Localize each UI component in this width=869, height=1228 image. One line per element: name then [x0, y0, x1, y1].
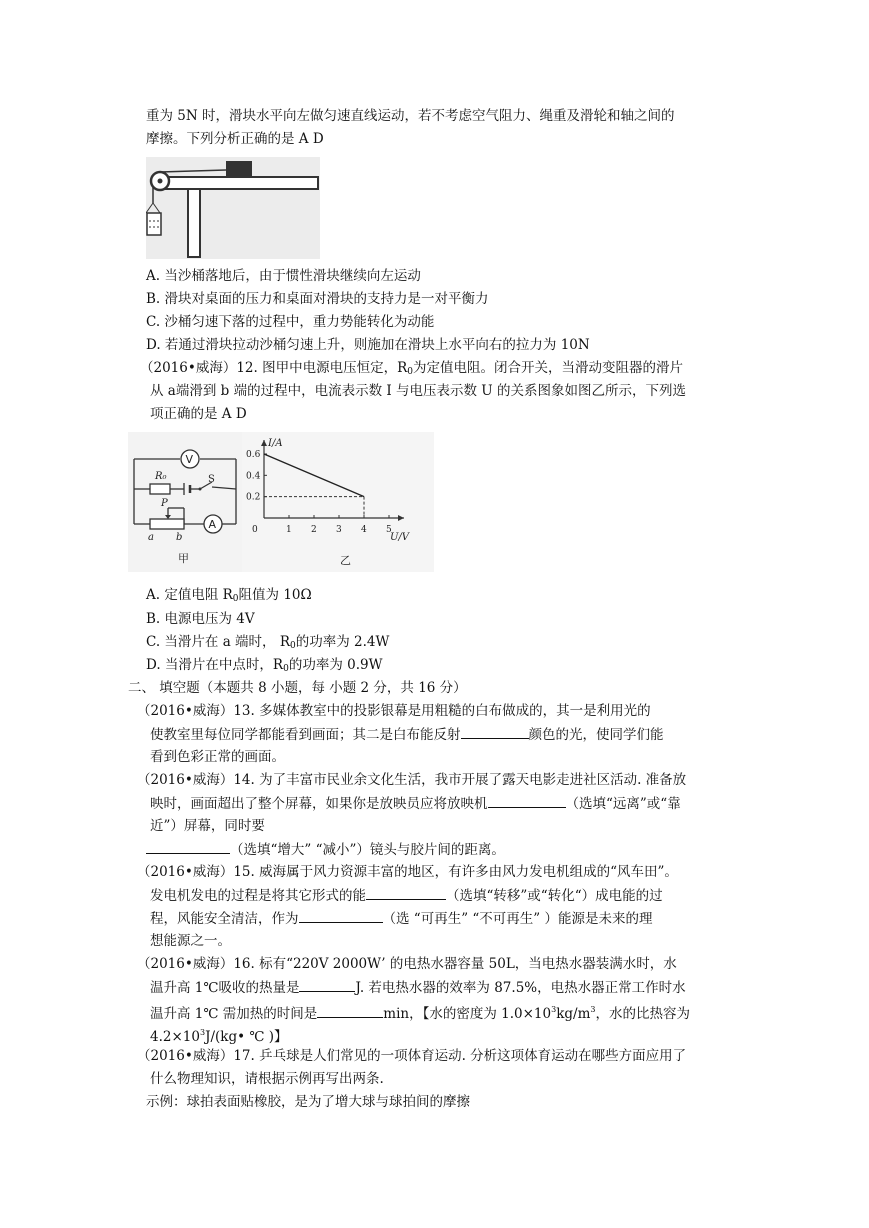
y-tick-label: 0.6 — [246, 450, 261, 460]
q17-line1: （2016•威海）17. 乒乓球是人们常见的一项体育运动. 分析这项体育运动在哪些方面应用了 — [137, 1048, 687, 1064]
q15-line2: 发电机发电的过程是将其它形式的能 （选填“转移”或“转化“）成电能的过 — [150, 885, 663, 906]
section2-title: 二、 填空题（本题共 8 小题，每 小题 2 分，共 16 分） — [128, 680, 467, 696]
pulley-slider-figure — [146, 157, 320, 259]
x-tick-label: 5 — [386, 525, 392, 535]
q13-blank[interactable] — [461, 724, 529, 739]
q15-line3: 程，风能安全清洁，作为 （选 “可再生” “不可再生” ）能源是未来的理 — [150, 908, 652, 929]
end-a-label: a — [148, 532, 154, 543]
q14-line3: 近”）屏幕，同时要 — [150, 818, 265, 834]
q11-stem-line2: 摩擦。下列分析正确的是 A D — [146, 131, 324, 147]
q13-line1: （2016•威海）13. 多媒体教室中的投影银幕是用粗糙的白布做成的，其一是利用光的 — [137, 703, 651, 719]
x-tick-label: 0 — [252, 525, 258, 535]
x-tick-label: 1 — [286, 525, 292, 535]
q13-line2: 使教室里每位同学都能看到画面；其二是白布能反射 颜色的光，使同学们能 — [150, 724, 664, 745]
iu-graph — [242, 432, 434, 572]
end-b-label: b — [176, 532, 183, 543]
q11-option-d: D. 若通过滑块拉动沙桶匀速上升，则施加在滑块上水平向右的拉力为 10N — [146, 337, 590, 353]
q15-blank-2[interactable] — [299, 908, 383, 923]
voltmeter-label: V — [185, 453, 194, 466]
q14-blank-2[interactable] — [146, 839, 230, 854]
q14-line2: 映时，画面超出了整个屏幕，如果你是放映员应将放映机 （选填“远离”或“靠 — [150, 793, 681, 814]
q16-line1: （2016•威海）16. 标有“220V 2000W’ 的电热水器容量 50L，当电热水器装满水时，水 — [137, 956, 677, 972]
q13-line3: 看到色彩正常的画面。 — [150, 749, 285, 765]
switch-label: S — [208, 474, 215, 485]
x-axis-label: U/V — [390, 532, 410, 543]
q16-blank-1[interactable] — [299, 977, 355, 992]
q12-option-d: D. 当滑片在中点时，$R_0$的功率为 0.9W — [146, 657, 383, 674]
q12-stem-line1: （2016•威海）12. 图甲中电源电压恒定，$R_0$为定值电阻。闭合开关，当滑动变阻器的滑片 — [140, 360, 683, 377]
y-axis-label: I/A — [268, 438, 283, 449]
fig-left-label: 甲 — [178, 552, 189, 565]
x-tick-label: 3 — [336, 525, 342, 535]
q14-line1: （2016•威海）14. 为了丰富市民业余文化生活，我市开展了露天电影走进社区活动. 准备放 — [137, 772, 687, 788]
q11-option-c: C. 沙桶匀速下落的过程中，重力势能转化为动能 — [146, 314, 435, 330]
y-tick-label: 0.4 — [246, 471, 261, 482]
q16-blank-2[interactable] — [317, 1003, 383, 1018]
q15-line1: （2016•威海）15. 威海属于风力资源丰富的地区，有许多由风力发电机组成的“风车田”。 — [137, 864, 678, 880]
slider-label: P — [161, 498, 168, 509]
q14-blank-1[interactable] — [488, 793, 566, 808]
q12-stem-line2: 从 a端滑到 b 端的过程中，电流表示数 I 与电压表示数 U 的关系图象如图乙所示，下列选 — [150, 383, 686, 399]
q17-example: 示例：球拍表面贴橡胶，是为了增大球与球拍间的摩擦 — [146, 1094, 470, 1110]
r0-label: R₀ — [155, 471, 167, 482]
q15-line4: 想能源之一。 — [150, 933, 231, 949]
q17-line2: 什么物理知识，请根据示例再写出两条. — [150, 1071, 384, 1087]
q11-option-b: B. 滑块对桌面的压力和桌面对滑块的支持力是一对平衡力 — [146, 291, 489, 307]
q12-option-b: B. 电源电压为 4V — [146, 611, 255, 627]
fig-right-label: 乙 — [340, 554, 351, 567]
q16-line3: 温升高 1℃ 需加热的时间是 min，【水的密度为 $1.0\times 10^3kg/m^3$，水的比热容为 — [150, 1005, 690, 1022]
q12-stem-line3: 项正确的是 A D — [150, 406, 247, 422]
q16-line4: $4.2\times 10^3J/(kg•$ ℃ )】 — [150, 1028, 288, 1045]
q11-stem-line1: 重为 5N 时，滑块水平向左做匀速直线运动，若不考虑空气阻力、绳重及滑轮和轴之间的 — [146, 108, 675, 124]
x-tick-label: 2 — [311, 525, 317, 535]
q14-line4: （选填“增大” “减小”）镜头与胶片间的距离。 — [146, 839, 505, 860]
y-tick-label: 0.2 — [246, 492, 261, 503]
q11-option-a: A. 当沙桶落地后，由于惯性滑块继续向左运动 — [146, 268, 421, 284]
q12-option-c: C. 当滑片在 a 端时， $R_0$的功率为 2.4W — [146, 634, 390, 651]
x-tick-label: 4 — [361, 525, 367, 535]
q15-blank-1[interactable] — [366, 885, 446, 900]
ammeter-label: A — [208, 518, 217, 531]
q16-line2: 温升高 1℃吸收的热量是 J. 若电热水器的效率为 87.5%，电热水器正常工作时水 — [150, 977, 686, 998]
q12-option-a: A. 定值电阻 $R_0$阻值为 10Ω — [146, 587, 312, 604]
circuit-diagram — [128, 432, 242, 572]
